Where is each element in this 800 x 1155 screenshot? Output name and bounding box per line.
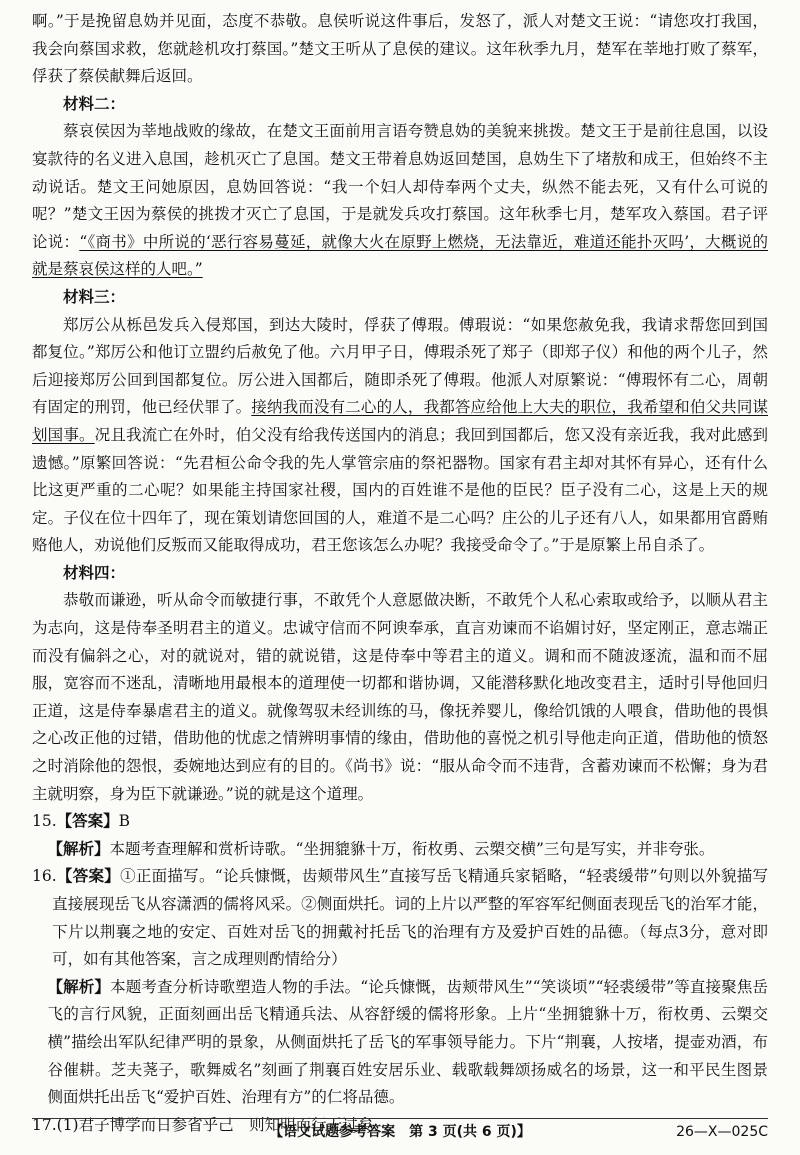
q16-number: 16.	[32, 867, 57, 886]
q15-analysis-tag: 【解析】	[47, 839, 110, 858]
material4-heading: 材料四：	[63, 563, 126, 582]
material3-underlined: 接纳我而没有二心的人，我都答应给他上大夫的职位，我希望和伯父共同谋划国事。	[32, 398, 768, 444]
material3-text-a: 郑厉公从栎邑发兵入侵郑国，到达大陵时，俘获了傅瑕。傅瑕说：“如果您赦免我，我请求帮您回到国都复位。”郑厉公和他订立盟约后赦免了他。六月甲子日，傅瑕杀死了郑子（即郑子仪）和他的两个儿子，然后迎接郑厉公回到国都复位。厉公进入国都后，随即杀死了傅瑕。他派人对原繁说：“傅瑕怀有二心，周朝有固定的刑罚，他已经伏罪了。	[32, 315, 768, 417]
q16-answer	[32, 863, 768, 973]
material3-heading: 材料三：	[63, 287, 126, 306]
q15-analysis-text: 本题考查理解和赏析诗歌。“坐拥貔貅十万，衔枚勇、云槊交横”三句是写实，并非夸张。	[109, 839, 715, 858]
q17-answer: 17.(1)君子博学而日参省乎己 则知明而行无过矣	[32, 1115, 374, 1134]
q16-analysis-text: 本题考查分析诗歌塑造人物的手法。“论兵慷慨，齿颊带风生”“笑谈顷”“轻裘缓带”等直接聚焦岳飞的言行风貌，正面刻画出岳飞精通兵法、从容舒缓的儒将形象。上片“坐拥貔貅十万，衔枚勇、云槊交横”描绘出军队纪律严明的景象，从侧面烘托了岳飞的军事领导能力。下片“荆襄，人按堵，提壶劝酒，布谷催耕。芝夫荛子，歌舞威名”刻画了荆襄百姓安居乐业、载歌载舞颂扬威名的场景，这一和平民生图景侧面烘托出岳飞“爱护百姓、治理有方”的仁将品德。	[47, 977, 768, 1107]
material2-heading: 材料二：	[63, 94, 126, 113]
material2-text-a: 蔡哀侯因为莘地战败的缘故，在楚文王面前用言语夸赞息妫的美貌来挑拨。楚文王于是前往息国，以设宴款待的名义进入息国，趁机灭亡了息国。楚文王带着息妫返回楚国，息妫生下了堵敖和成王，但始终不主动说话。楚文王问她原因，息妫回答说：“我一个妇人却侍奉两个丈夫，纵然不能去死，又有什么可说的呢？”楚文王因为蔡侯的挑拨才灭亡了息国，于是就发兵攻打蔡国。这年秋季七月，楚军攻入蔡国。君子评论说：	[32, 122, 768, 251]
material2-paragraph	[32, 118, 768, 284]
q16-answer-text: ①正面描写。“论兵慷慨，齿颊带风生”直接写岳飞精通兵家韬略，“轻裘缓带”句则以外貌描写直接展现岳飞从容潇洒的儒将风采。②侧面烘托。词的上片以严整的军容军纪侧面表现岳飞的治军才能，下片以荆襄之地的安定、百姓对岳飞的拥戴衬托岳飞的治理有方及爱护百姓的品德。（每点3分，意对即可，如有其他答案，言之成理则酌情给分）	[52, 867, 768, 969]
material3-text-b: 况且我流亡在外时，伯父没有给我传送国内的消息；我回到国都后，您又没有亲近我，我对此感到遗憾。”原繁回答说：“先君桓公命令我的先人掌管宗庙的祭祀器物。国家有君主却对其怀有异心，还有什么比这更严重的二心呢？如果能主持国家社稷，国内的百姓谁不是他的臣民？臣子没有二心，这是上天的规定。子仪在位十四年了，现在策划请您回国的人，难道不是二心吗？庄公的儿子还有八人，如果都用官爵贿赂他人，劝说他们反叛而又能取得成功，君王您该怎么办呢？我接受命令了。”于是原繁上吊自杀了。	[32, 425, 768, 555]
q16-analysis-tag: 【解析】	[47, 977, 111, 996]
q15-answer	[32, 808, 768, 836]
material2-underlined: “《商书》中所说的‘恶行容易蔓延，就像大火在原野上燃烧，无法靠近，难道还能扑灭吗’，大概说的就是蔡哀侯这样的人吧。”	[32, 232, 768, 279]
material3-paragraph	[32, 312, 768, 560]
page-footer	[32, 1118, 768, 1145]
material4-paragraph: 恭敬而谦逊，听从命令而敏捷行事，不敢凭个人意愿做决断，不敢凭个人私心索取或给予，以顺从君主为志向，这是侍奉圣明君主的道义。忠诚守信而不阿谀奉承，直言劝谏而不谄媚讨好，坚定刚正，意志端正而没有偏斜之心，对的就说对，错的就说错，这是侍奉中等君主的道义。调和而不随波逐流，温和而不屈服，宽容而不迷乱，清晰地用最根本的道理使一切都和谐协调，又能潜移默化地改变君主，适时引导他回归正道，这是侍奉暴虐君主的道义。就像驾驭未经训练的马，像抚养婴儿，像给饥饿的人喂食，借助他的畏惧之心改正他的过错，借助他的忧虑之情辨明事情的缘由，借助他的喜悦之机引导他走向正道，借助他的愤怒之时消除他的怨恨，委婉地达到应有的目的。《尚书》说：“服从命令而不违背，含蓄劝谏而不松懈；身为君主就明察，身为臣下就谦逊。”说的就是这个道理。	[32, 591, 768, 803]
q16-analysis	[32, 974, 768, 1112]
q16-answer-tag: 【答案】	[56, 867, 121, 886]
q15-answer-value: B	[118, 812, 131, 831]
q15-answer-tag: 【答案】	[56, 812, 119, 831]
intro-paragraph: 啊。”于是挽留息妫并见面，态度不恭敬。息侯听说这件事后，发怒了，派人对楚文王说：“请您攻打我国，我会向蔡国求救，您就趁机攻打蔡国。”楚文王听从了息侯的建议。这年秋季九月，楚军在莘地打败了蔡军，俘获了蔡侯献舞后返回。	[32, 12, 768, 86]
footer-code: 26—X—025C	[676, 1124, 768, 1140]
footer-title: 【语文试题参考答案 第 3 页(共 6 页)】	[269, 1124, 531, 1140]
q15-analysis	[32, 836, 768, 864]
q15-number: 15.	[32, 812, 57, 831]
